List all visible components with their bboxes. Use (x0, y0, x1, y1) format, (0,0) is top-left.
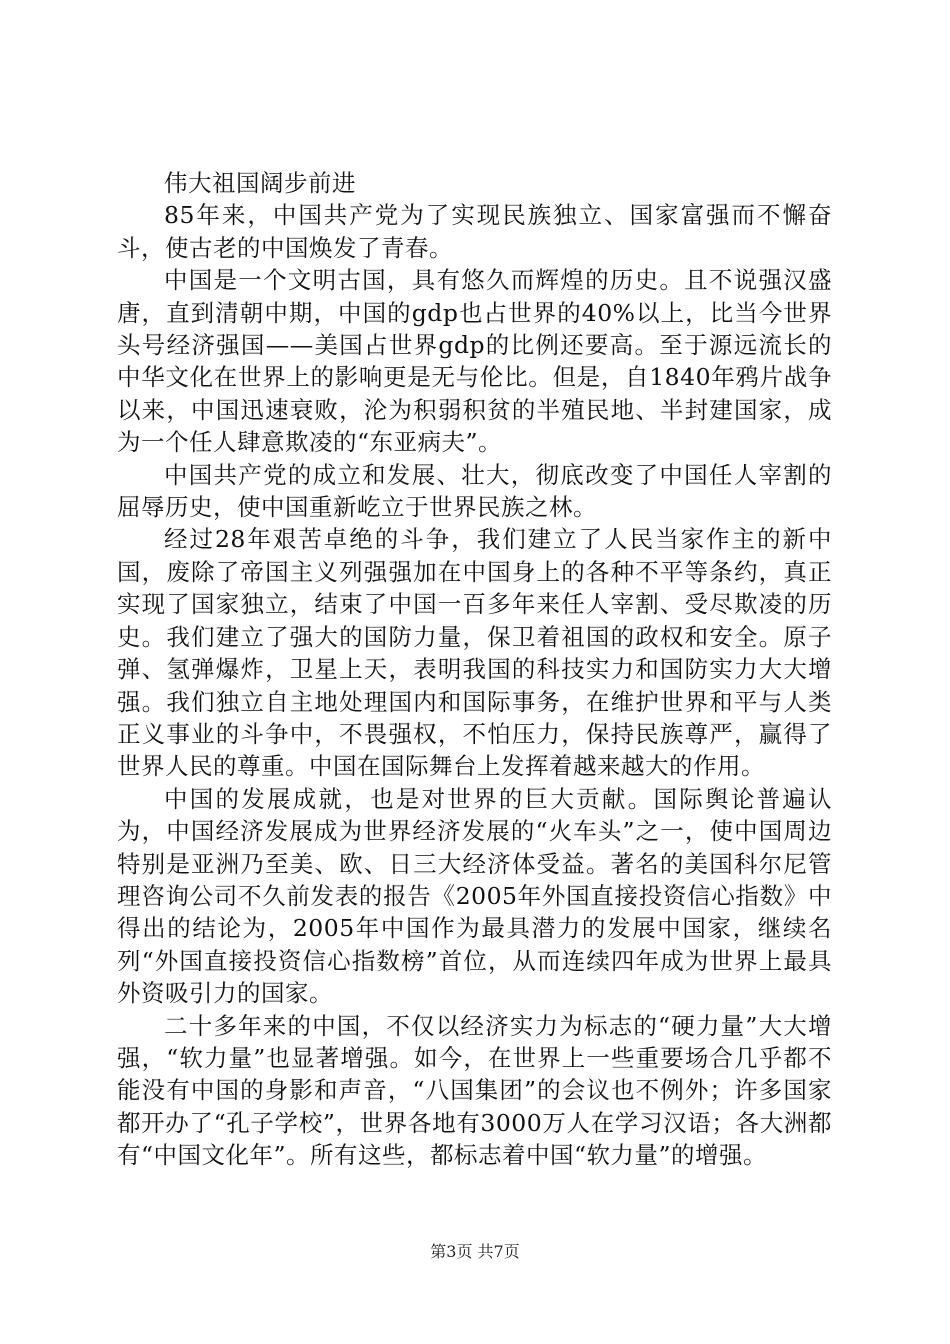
paragraph-2: 中国是一个文明古国，具有悠久而辉煌的历史。且不说强汉盛唐，直到清朝中期，中国的gdp也占世界的40%以上，比当今世界头号经济强国——美国占世界gdp的比例还要高。至于源远流长的中华文化在世界上的影响更是无与伦比。但是，自1840年鸦片战争以来，中国迅速衰败，沦为积弱积贫的半殖民地、半封建国家，成为一个任人肆意欺凌的“东亚病夫”。 (117, 266, 832, 457)
paragraph-4: 经过28年艰苦卓绝的斗争，我们建立了人民当家作主的新中国，废除了帝国主义列强强加在中国身上的各种不平等条约，真正实现了国家独立，结束了中国一百多年来任人宰割、受尽欺凌的历史。我们建立了强大的国防力量，保卫着祖国的政权和安全。原子弹、氢弹爆炸，卫星上天，表明我国的科技实力和国防实力大大增强。我们独立自主地处理国内和国际事务，在维护世界和平与人类正义事业的斗争中，不畏强权，不怕压力，保持民族尊严，赢得了世界人民的尊重。中国在国际舞台上发挥着越来越大的作用。 (117, 525, 832, 781)
paragraph-6: 二十多年来的中国，不仅以经济实力为标志的“硬力量”大大增强，“软力量”也显著增强。如今，在世界上一些重要场合几乎都不能没有中国的身影和声音，“八国集团”的会议也不例外；许多国家都开办了“孔子学校”，世界各地有3000万人在学习汉语；各大洲都有“中国文化年”。所有这些，都标志着中国“软力量”的增强。 (117, 1011, 832, 1170)
paragraph-1: 85年来，中国共产党为了实现民族独立、国家富强而不懈奋斗，使古老的中国焕发了青春。 (117, 201, 832, 262)
document-body (117, 167, 832, 1172)
paragraph-5: 中国的发展成就，也是对世界的巨大贡献。国际舆论普遍认为，中国经济发展成为世界经济发展的“火车头”之一，使中国周边特别是亚洲乃至美、欧、日三大经济体受益。著名的美国科尔尼管理咨询公司不久前发表的报告《2005年外国直接投资信心指数》中得出的结论为，2005年中国作为最具潜力的发展中国家，继续名列“外国直接投资信心指数榜”首位，从而连续四年成为世界上最具外资吸引力的国家。 (117, 784, 832, 1008)
page-number-footer: 第3页 共7页 (430, 1242, 520, 1261)
section-title: 伟大祖国阔步前进 (164, 169, 356, 197)
paragraph-3: 中国共产党的成立和发展、壮大，彻底改变了中国任人宰割的屈辱历史，使中国重新屹立于世界民族之林。 (117, 460, 832, 522)
